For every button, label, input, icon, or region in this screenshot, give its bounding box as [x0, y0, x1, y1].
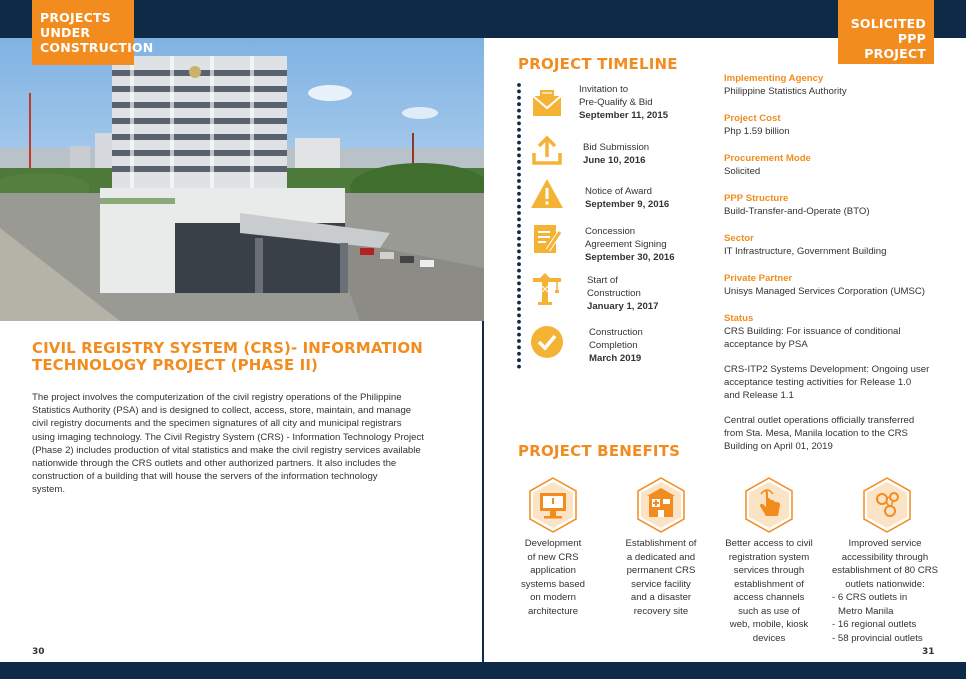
crane-icon	[530, 272, 564, 306]
timeline-dot	[517, 154, 521, 158]
timeline-dot	[517, 134, 521, 138]
timeline-dot	[517, 256, 521, 260]
timeline-item-completion: Construction Completion March 2019	[589, 327, 643, 364]
timeline-dot	[517, 352, 521, 356]
timeline-dotted-line	[516, 82, 522, 372]
timeline-dot	[517, 90, 521, 94]
touch-icon	[744, 477, 794, 533]
timeline-dot	[517, 141, 521, 145]
timeline-dot	[517, 243, 521, 247]
document-pen-icon	[530, 222, 564, 256]
timeline-dot	[517, 211, 521, 215]
timeline-dot	[517, 237, 521, 241]
timeline-item-bid-submission: Bid Submission June 10, 2016	[583, 142, 650, 166]
detail-sector: Sector IT Infrastructure, Government Building	[724, 233, 887, 257]
detail-procurement-mode: Procurement Mode Solicited	[724, 153, 811, 177]
checkmark-icon	[530, 325, 564, 359]
timeline-dot	[517, 320, 521, 324]
timeline-dot	[517, 230, 521, 234]
warning-icon	[530, 177, 564, 211]
timeline-dot	[517, 160, 521, 164]
timeline-dot	[517, 186, 521, 190]
timeline-dot	[517, 358, 521, 362]
timeline-dot	[517, 122, 521, 126]
timeline-dot	[517, 365, 521, 369]
timeline-dot	[517, 128, 521, 132]
timeline-dot	[517, 198, 521, 202]
status-systems-development: CRS-ITP2 Systems Development: Ongoing user acceptance testing activities for Release 1.0 and Release 1.1	[724, 364, 930, 401]
facility-icon	[636, 477, 686, 533]
status-central-outlet: Central outlet operations officially transferred from Sta. Mesa, Manila location to the CRS Building on April 01, 2019	[724, 415, 915, 452]
timeline-dot	[517, 166, 521, 170]
timeline-dot	[517, 102, 521, 106]
timeline-dot	[517, 262, 521, 266]
timeline-item-notice-of-award: Notice of Award September 9, 2016	[585, 186, 670, 210]
timeline-dot	[517, 109, 521, 113]
timeline-heading: PROJECT TIMELINE	[518, 55, 678, 73]
benefit-better-access: Better access to civil registration system services through establishment of access channels such as use of web, mobile, kiosk devices	[725, 538, 813, 644]
timeline-dot	[517, 179, 521, 183]
project-description: The project involves the computerization of the civil registry operations of the Philippine Statistics Authority (PSA) and is designed to collect, access, store, maintain, and manage civil registry documents and the specimen signatures of all city and municipal registrars using imaging technology. The Civil Registry System (CRS) - Information Technology Project (Phase 2) includes production of vital statistics and make the civil registry services available nationwide through the CRS outlets and other authorized partners. It also includes the construction of a building that will house the servers of the information technology system.	[32, 392, 424, 496]
projects-under-construction-tag: PROJECTS UNDER CONSTRUCTION	[32, 0, 134, 65]
benefit-new-crs-systems: Development of new CRS application systems based on modern architecture	[521, 538, 585, 617]
monitor-icon	[528, 477, 578, 533]
detail-private-partner: Private Partner Unisys Managed Services Corporation (UMSC)	[724, 273, 926, 297]
timeline-dot	[517, 333, 521, 337]
timeline-dot	[517, 282, 521, 286]
benefits-heading: PROJECT BENEFITS	[518, 442, 681, 460]
timeline-dot	[517, 218, 521, 222]
timeline-dot	[517, 205, 521, 209]
timeline-dot	[517, 307, 521, 311]
benefit-outlet-list: - 6 CRS outlets in Metro Manila - 16 regional outlets - 58 provincial outlets	[832, 592, 923, 644]
timeline-dot	[517, 224, 521, 228]
timeline-dot	[517, 192, 521, 196]
detail-implementing-agency: Implementing Agency Philippine Statistics Authority	[724, 73, 847, 97]
page-spine-gap	[484, 38, 486, 662]
detail-ppp-structure: PPP Structure Build-Transfer-and-Operate (BTO)	[724, 193, 870, 217]
timeline-dot	[517, 339, 521, 343]
timeline-dot	[517, 269, 521, 273]
detail-project-cost: Project Cost Php 1.59 billion	[724, 113, 790, 137]
solicited-ppp-project-tag: SOLICITED PPP PROJECT	[838, 0, 934, 64]
timeline-dot	[517, 301, 521, 305]
timeline-dot	[517, 250, 521, 254]
timeline-dot	[517, 147, 521, 151]
building-photo	[0, 38, 484, 321]
upload-icon	[530, 133, 564, 167]
timeline-item-concession: Concession Agreement Signing September 30, 2016	[585, 226, 675, 263]
page-number-left: 30	[32, 647, 45, 657]
envelope-icon	[530, 87, 564, 121]
timeline-dot	[517, 96, 521, 100]
benefit-dedicated-facility: Establishment of a dedicated and permanent CRS service facility and a disaster recovery site	[625, 538, 697, 617]
project-title: CIVIL REGISTRY SYSTEM (CRS)- INFORMATION TECHNOLOGY PROJECT (PHASE II)	[32, 339, 423, 374]
timeline-dot	[517, 115, 521, 119]
timeline-dot	[517, 326, 521, 330]
timeline-item-invitation: Invitation to Pre-Qualify & Bid September 11, 2015	[579, 84, 669, 121]
timeline-dot	[517, 288, 521, 292]
timeline-dot	[517, 173, 521, 177]
page-number-right: 31	[922, 647, 935, 657]
detail-status: Status CRS Building: For issuance of conditional acceptance by PSA CRS-ITP2 Systems Development: Ongoing user acceptance testing activities for Release 1.0 and Release 1.1 Central outlet operations officially transferred from Sta. Mesa, Manila location to the CRS Building on April 01, 2019	[724, 312, 956, 453]
timeline-dot	[517, 346, 521, 350]
timeline-dot	[517, 294, 521, 298]
benefit-improved-accessibility: Improved service accessibility through establishment of 80 CRS outlets nationwide:	[831, 538, 939, 590]
timeline-dot	[517, 275, 521, 279]
project-details	[724, 72, 956, 467]
timeline-item-start-construction: Start of Construction January 1, 2017	[587, 275, 659, 312]
timeline-dot	[517, 314, 521, 318]
location-network-icon	[862, 477, 912, 533]
timeline-dot	[517, 83, 521, 87]
